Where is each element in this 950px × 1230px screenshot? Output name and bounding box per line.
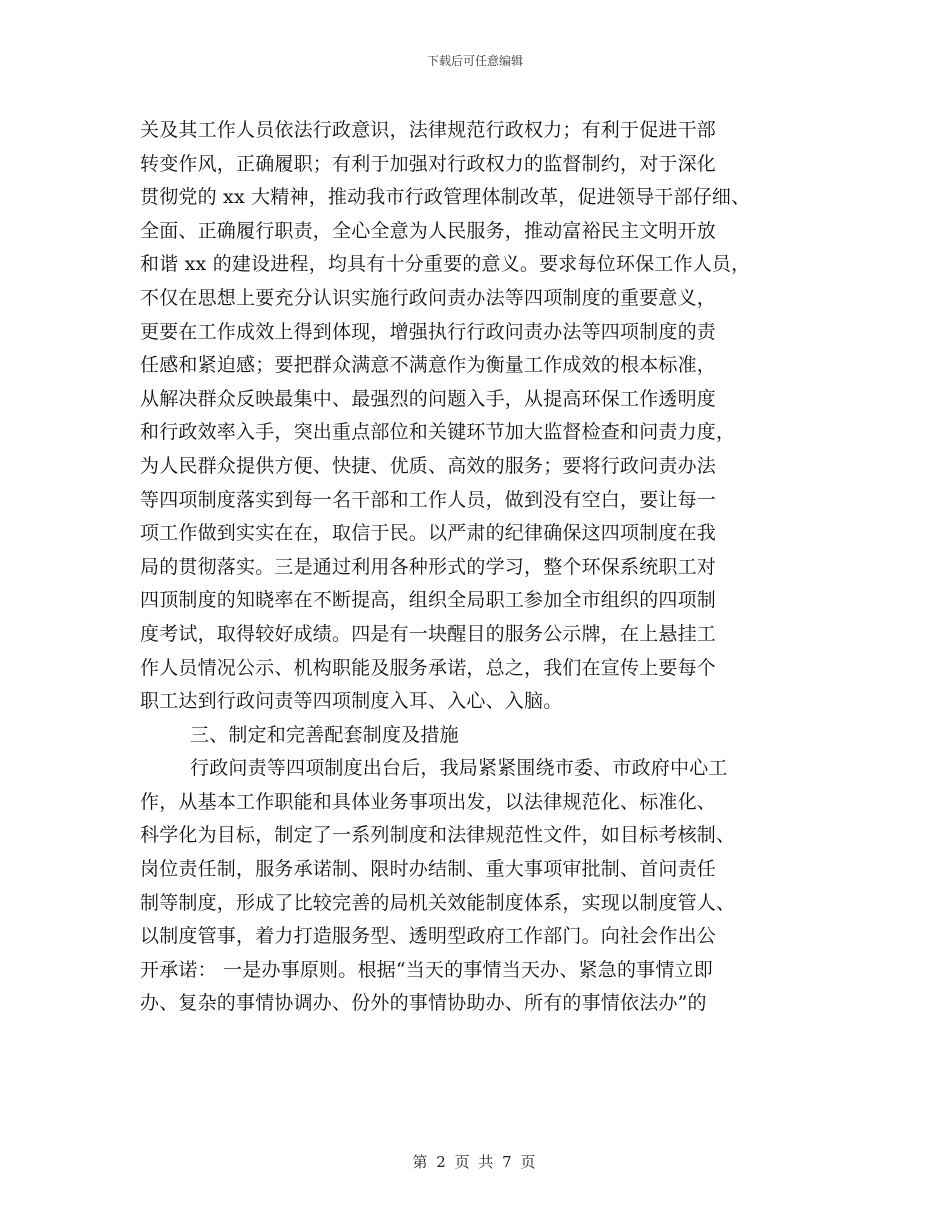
body-line: 项工作做到实实在在，取信于民。以严肃的纪律确保这四项制度在我: [140, 522, 717, 545]
body-line: 作人员情况公示、机构职能及服务承诺，总之，我们在宣传上要每个: [140, 656, 717, 679]
document-body: [140, 114, 840, 1021]
body-line: 不仅在思想上要充分认识实施行政问责办法等四项制度的重要意义，: [140, 286, 717, 309]
body-line: 岗位责任制，服务承诺制、限时办结制、重大事项审批制、首问责任: [140, 858, 717, 881]
body-line: 办、复杂的事情协调办、份外的事情协助办、所有的事情依法办”的: [140, 992, 707, 1015]
body-line: 从解决群众反映最集中、最强烈的问题入手，从提高环保工作透明度: [140, 387, 717, 410]
page-number-footer: 第 2 页 共 7 页: [412, 1153, 538, 1171]
body-line: 为人民群众提供方便、快捷、优质、高效的服务；要将行政问责办法: [140, 454, 717, 477]
body-line: 任感和紧迫感；要把群众满意不满意作为衡量工作成效的根本标准，: [140, 354, 717, 377]
body-line: 以制度管事，着力打造服务型、透明型政府工作部门。向社会作出公: [140, 925, 717, 948]
body-line: 关及其工作人员依法行政意识，法律规范行政权力；有利于促进干部: [140, 119, 717, 141]
body-line: 全面、正确履行职责，全心全意为人民服务，推动富裕民主文明开放: [140, 219, 717, 242]
body-line: 职工达到行政问责等四项制度入耳、入心、入脑。: [140, 690, 563, 713]
body-line: 局的贯彻落实。三是通过利用各种形式的学习，整个环保系统职工对: [140, 555, 717, 578]
body-line: 贯彻党的 xx 大精神，推动我市行政管理体制改革，促进领导干部仔细、: [140, 186, 751, 209]
body-line: 作，从基本工作职能和具体业务事项出发，以法律规范化、标准化、: [140, 790, 717, 813]
section-heading: 三、制定和完善配套制度及措施: [190, 723, 459, 746]
body-line: 开承诺： 一是办事原则。根据“当天的事情当天办、紧急的事情立即: [140, 958, 713, 981]
body-line: 和行政效率入手，突出重点部位和关键环节加大监督检查和问责力度，: [140, 421, 736, 444]
body-line: 四顶制度的知晓率在不断提高，组织全局职工参加全市组织的四项制: [140, 589, 717, 612]
body-line: 转变作风，正确履职；有利于加强对行政权力的监督制约，对于深化: [140, 152, 717, 175]
body-line: 更要在工作成效上得到体现，增强执行行政问责办法等四项制度的责: [140, 320, 717, 343]
body-line: 科学化为目标，制定了一系列制度和法律规范性文件，如目标考核制、: [140, 824, 736, 847]
page-header: 下载后可任意编辑: [426, 54, 523, 68]
body-line: 等四项制度落实到每一名干部和工作人员，做到没有空白，要让每一: [140, 488, 717, 511]
body-line: 和谐 xx 的建设进程，均具有十分重要的意义。要求每位环保工作人员，: [140, 253, 751, 276]
body-line: 制等制度，形成了比较完善的局机关效能制度体系，实现以制度管人、: [140, 891, 736, 914]
body-line: 度考试，取得较好成绩。四是有一块醒目的服务公示牌，在上悬挂工: [140, 622, 717, 645]
body-line: 行政问责等四项制度出台后，我局紧紧围绕市委、市政府中心工: [190, 757, 728, 780]
